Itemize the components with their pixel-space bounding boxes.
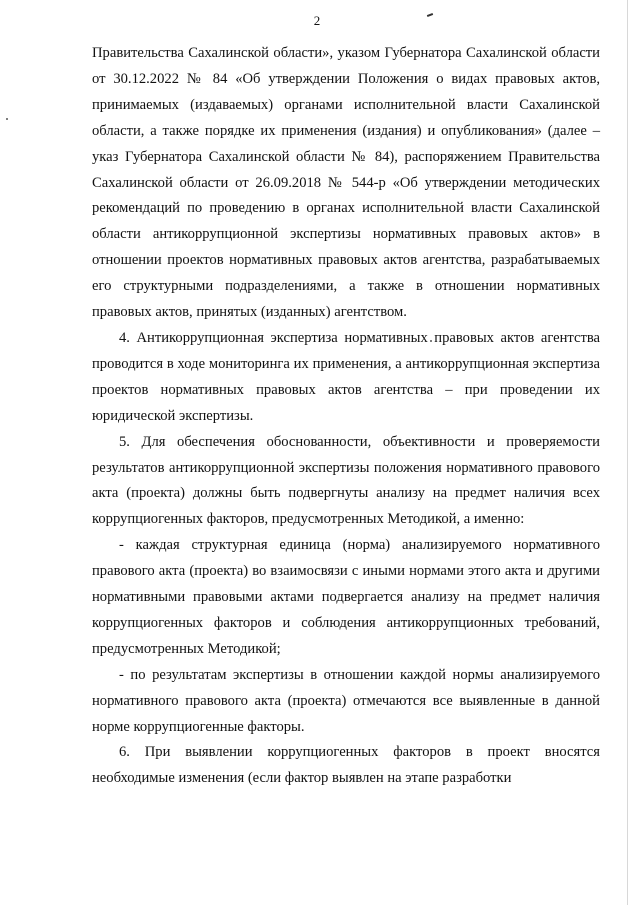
paragraph-dash-item: - каждая структурная единица (норма) анализируемого нормативного правового акта (проекта) во взаимосвязи с иными нормами этого акта и другими нормативными правовыми актами подвергается анализу на предмет наличия коррупциогенных факторов и соблюдения антикоррупционных требований, предусмотренных Методикой; bbox=[92, 537, 600, 657]
paragraph-item-4: 4. Антикоррупционная экспертиза нормативных правовых актов агентства проводится в ходе мониторинга их применения, а антикоррупционная экспертиза проектов нормативных правовых актов агентства – при проведении их юридической экспертизы. bbox=[92, 329, 600, 424]
scan-artifact-dot bbox=[6, 118, 8, 120]
document-body bbox=[92, 41, 600, 792]
paragraph-dash-item: - по результатам экспертизы в отношении каждой нормы анализируемого нормативного правового акта (проекта) отмечаются все выявленные в данной норме коррупциогенные факторы. bbox=[92, 666, 600, 735]
page-number: 2 bbox=[313, 13, 321, 28]
paragraph-item-6: 6. При выявлении коррупциогенных факторов в проект вносятся необходимые изменения (если фактор выявлен на этапе разработки bbox=[92, 744, 600, 787]
paragraph-continuation: Правительства Сахалинской области», указом Губернатора Сахалинской области от 30.12.2022 № 84 «Об утверждении Положения о видах правовых актов, принимаемых (издаваемых) органами исполнительной власти Сахалинской области, а также порядке их применения (издания) и опубликования» (далее – указ Губернатора Сахалинской области № 84), распоряжением Правительства Сахалинской области от 26.09.2018 № 544-р «Об утверждении методических рекомендаций по проведению в органах исполнительной власти Сахалинской области антикоррупционной экспертизы нормативных правовых актов» в отношении проектов нормативных правовых актов агентства, разрабатываемых его структурными подразделениями, а также в отношении нормативных правовых актов, принятых (изданных) агентством. bbox=[92, 45, 600, 321]
scan-edge-line bbox=[627, 0, 628, 905]
paragraph-item-5: 5. Для обеспечения обоснованности, объективности и проверяемости результатов антикоррупционной экспертизы положения нормативного правового акта (проекта) должны быть подвергнуты анализу на предмет наличия всех коррупциогенных факторов, предусмотренных Методикой, а именно: bbox=[92, 433, 600, 528]
